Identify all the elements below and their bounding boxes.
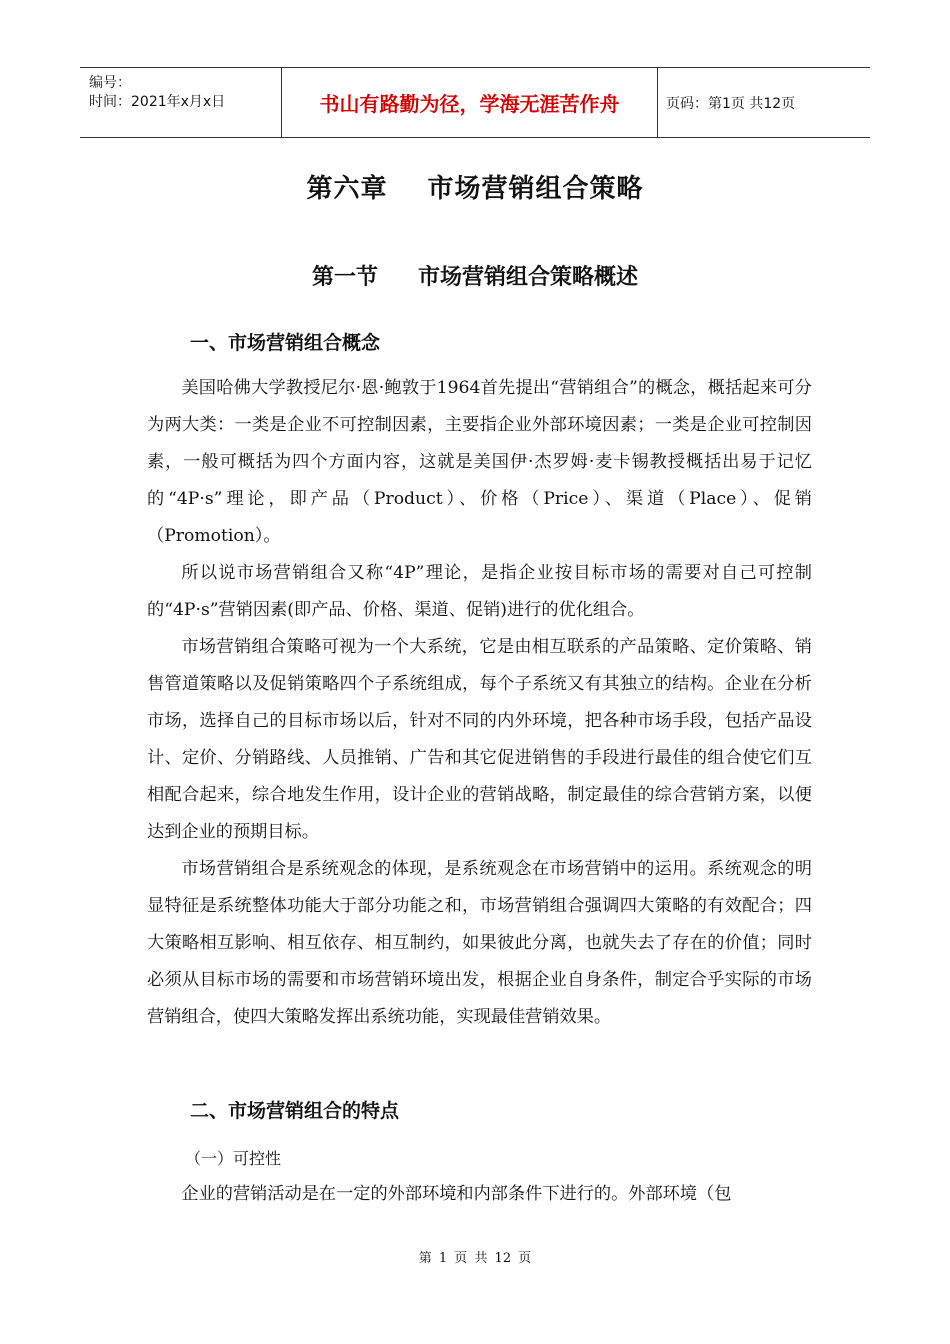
paragraph: 市场营销组合策略可视为一个大系统，它是由相互联系的产品策略、定价策略、销售管道策略以及促销策略四个子系统组成，每个子系统又有其独立的结构。企业在分析市场，选择自己的目标市场以后，针对不同的内外环境，把各种市场手段，包括产品设计、定价、分销路线、人员推销、广告和其它促进销售的手段进行最佳的组合使它们互相配合起来，综合地发生作用，设计企业的营销战略，制定最佳的综合营销方案，以便达到企业的预期目标。 (147, 637, 812, 842)
chapter-name: 市场营销组合策略 (427, 174, 644, 204)
header-page-label: 页码：第1页 共12页 (666, 95, 796, 112)
chapter-title (0, 168, 950, 205)
heading-marketing-mix-features: 二、市场营销组合的特点 (190, 1100, 400, 1122)
paragraph: 市场营销组合是系统观念的体现，是系统观念在市场营销中的运用。系统观念的明显特征是系统整体功能大于部分功能之和，市场营销组合强调四大策略的有效配合；四大策略相互影响、相互依存、相互制约，如果彼此分离，也就失去了存在的价值；同时必须从目标市场的需要和市场营销环境出发，根据企业自身条件，制定合乎实际的市场营销组合，使四大策略发挥出系统功能，实现最佳营销效果。 (147, 859, 812, 1027)
section-number: 第一节 (311, 265, 378, 290)
paragraph: 所以说市场营销组合又称“4P”理论，是指企业按目标市场的需要对自己可控制的“4P·s”营销因素(即产品、价格、渠道、促销)进行的优化组合。 (147, 563, 812, 620)
paragraph: 企业的营销活动是在一定的外部环境和内部条件下进行的。外部环境（包 (181, 1184, 732, 1204)
section-title (0, 260, 950, 291)
body-text-part2 (147, 1176, 812, 1213)
header-meta-cell (80, 68, 281, 137)
document-number-label: 编号： (89, 75, 131, 91)
section-name: 市场营销组合策略概述 (418, 265, 639, 290)
heading-marketing-mix-concept: 一、市场营销组合概念 (190, 332, 381, 354)
document-header-table (80, 67, 870, 138)
body-text-part1 (147, 370, 812, 1036)
paragraph: 美国哈佛大学教授尼尔·恩·鲍敦于1964首先提出“营销组合”的概念，概括起来可分为两大类：一类是企业不可控制因素，主要指企业外部环境因素；一类是企业可控制因素，一般可概括为四个方面内容，这就是美国伊·杰罗姆·麦卡锡教授概括出易于记忆的“4P·s”理论，即产品（Product）、价格（Price）、渠道（Place）、促销（Promotion）。 (147, 378, 812, 546)
header-motto: 书山有路勤为径，学海无涯苦作舟 (281, 68, 658, 137)
page-footer: 第 1 页 共 12 页 (418, 1251, 532, 1266)
subheading-controllability: （一）可控性 (185, 1149, 282, 1168)
chapter-number: 第六章 (306, 174, 388, 204)
document-time-label: 时间：2021年x月x日 (89, 94, 226, 110)
